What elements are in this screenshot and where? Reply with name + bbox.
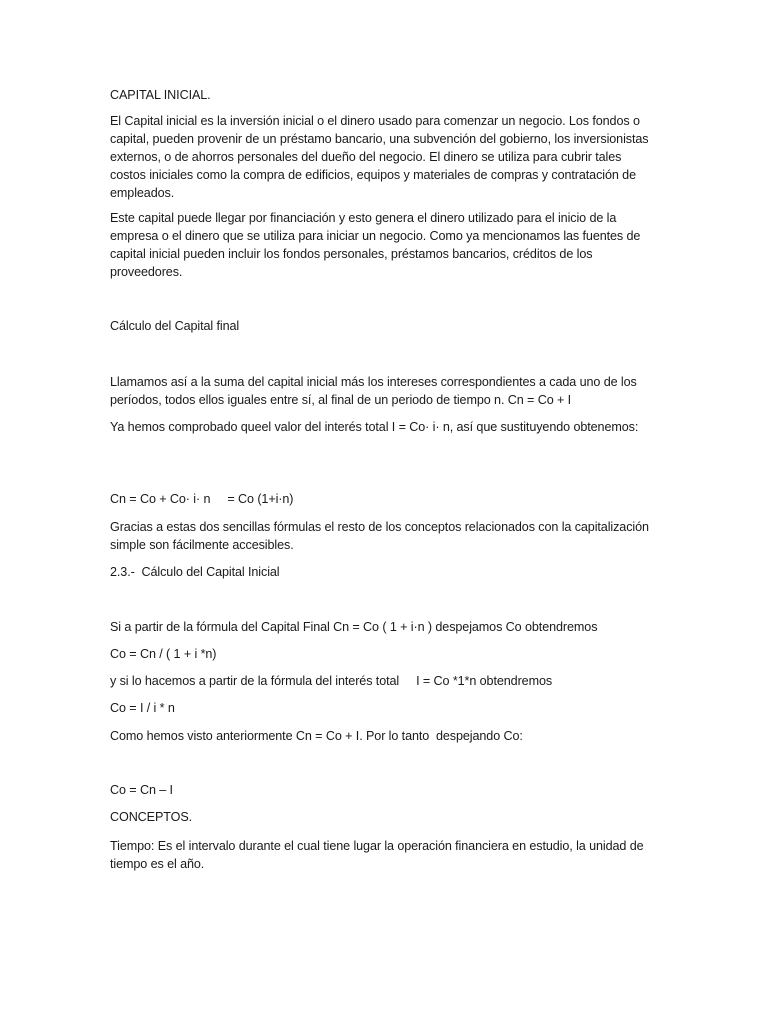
- section-heading-conceptos: CONCEPTOS.: [110, 810, 193, 824]
- inicial-paragraph-1: Si a partir de la fórmula del Capital Final Cn = Co ( 1 + i·n ) despejamos Co obtendremos: [110, 620, 598, 634]
- intro-paragraph-1: El Capital inicial es la inversión inicial o el dinero usado para comenzar un negocio. Los fondos o capital, pueden provenir de un préstamo bancario, una subvención del gobierno, los inversionistas externos, o de ahorros personales del dueño del negocio. El dinero se utiliza para cubrir tales costos iniciales como la compra de edificios, equipos y materiales de compras y contratación de empleados.: [110, 114, 649, 200]
- formula-co-2: Co = I / i * n: [110, 701, 175, 715]
- inicial-paragraph-3: Como hemos visto anteriormente Cn = Co + I. Por lo tanto despejando Co:: [110, 729, 523, 743]
- formula-capital-final: Cn = Co + Co· i· n = Co (1+i·n): [110, 492, 294, 506]
- final-paragraph-2: Ya hemos comprobado queel valor del interés total I = Co· i· n, así que sustituyendo obtenemos:: [110, 420, 639, 434]
- document-title: CAPITAL INICIAL.: [110, 88, 211, 102]
- formula-co-1: Co = Cn / ( 1 + i *n): [110, 647, 217, 661]
- final-paragraph-1: Llamamos así a la suma del capital inicial más los intereses correspondientes a cada uno de los períodos, todos ellos iguales entre sí, al final de un periodo de tiempo n. Cn = Co + I: [110, 375, 637, 407]
- inicial-paragraph-2: y si lo hacemos a partir de la fórmula del interés total I = Co *1*n obtendremos: [110, 674, 553, 688]
- intro-paragraph-2: Este capital puede llegar por financiación y esto genera el dinero utilizado para el inicio de la empresa o el dinero que se utiliza para iniciar un negocio. Como ya mencionamos las fuentes de capital inicial pueden incluir los fondos personales, préstamos bancarios, créditos de los proveedores.: [110, 211, 641, 279]
- formula-co-3: Co = Cn – I: [110, 783, 173, 797]
- section-heading-capital-final: Cálculo del Capital final: [110, 319, 240, 333]
- conceptos-paragraph-1: Tiempo: Es el intervalo durante el cual tiene lugar la operación financiera en estudio, la unidad de tiempo es el año.: [110, 839, 644, 871]
- final-paragraph-3: Gracias a estas dos sencillas fórmulas el resto de los conceptos relacionados con la capitalización simple son fácilmente accesibles.: [110, 520, 649, 552]
- section-heading-capital-inicial: 2.3.- Cálculo del Capital Inicial: [110, 565, 280, 579]
